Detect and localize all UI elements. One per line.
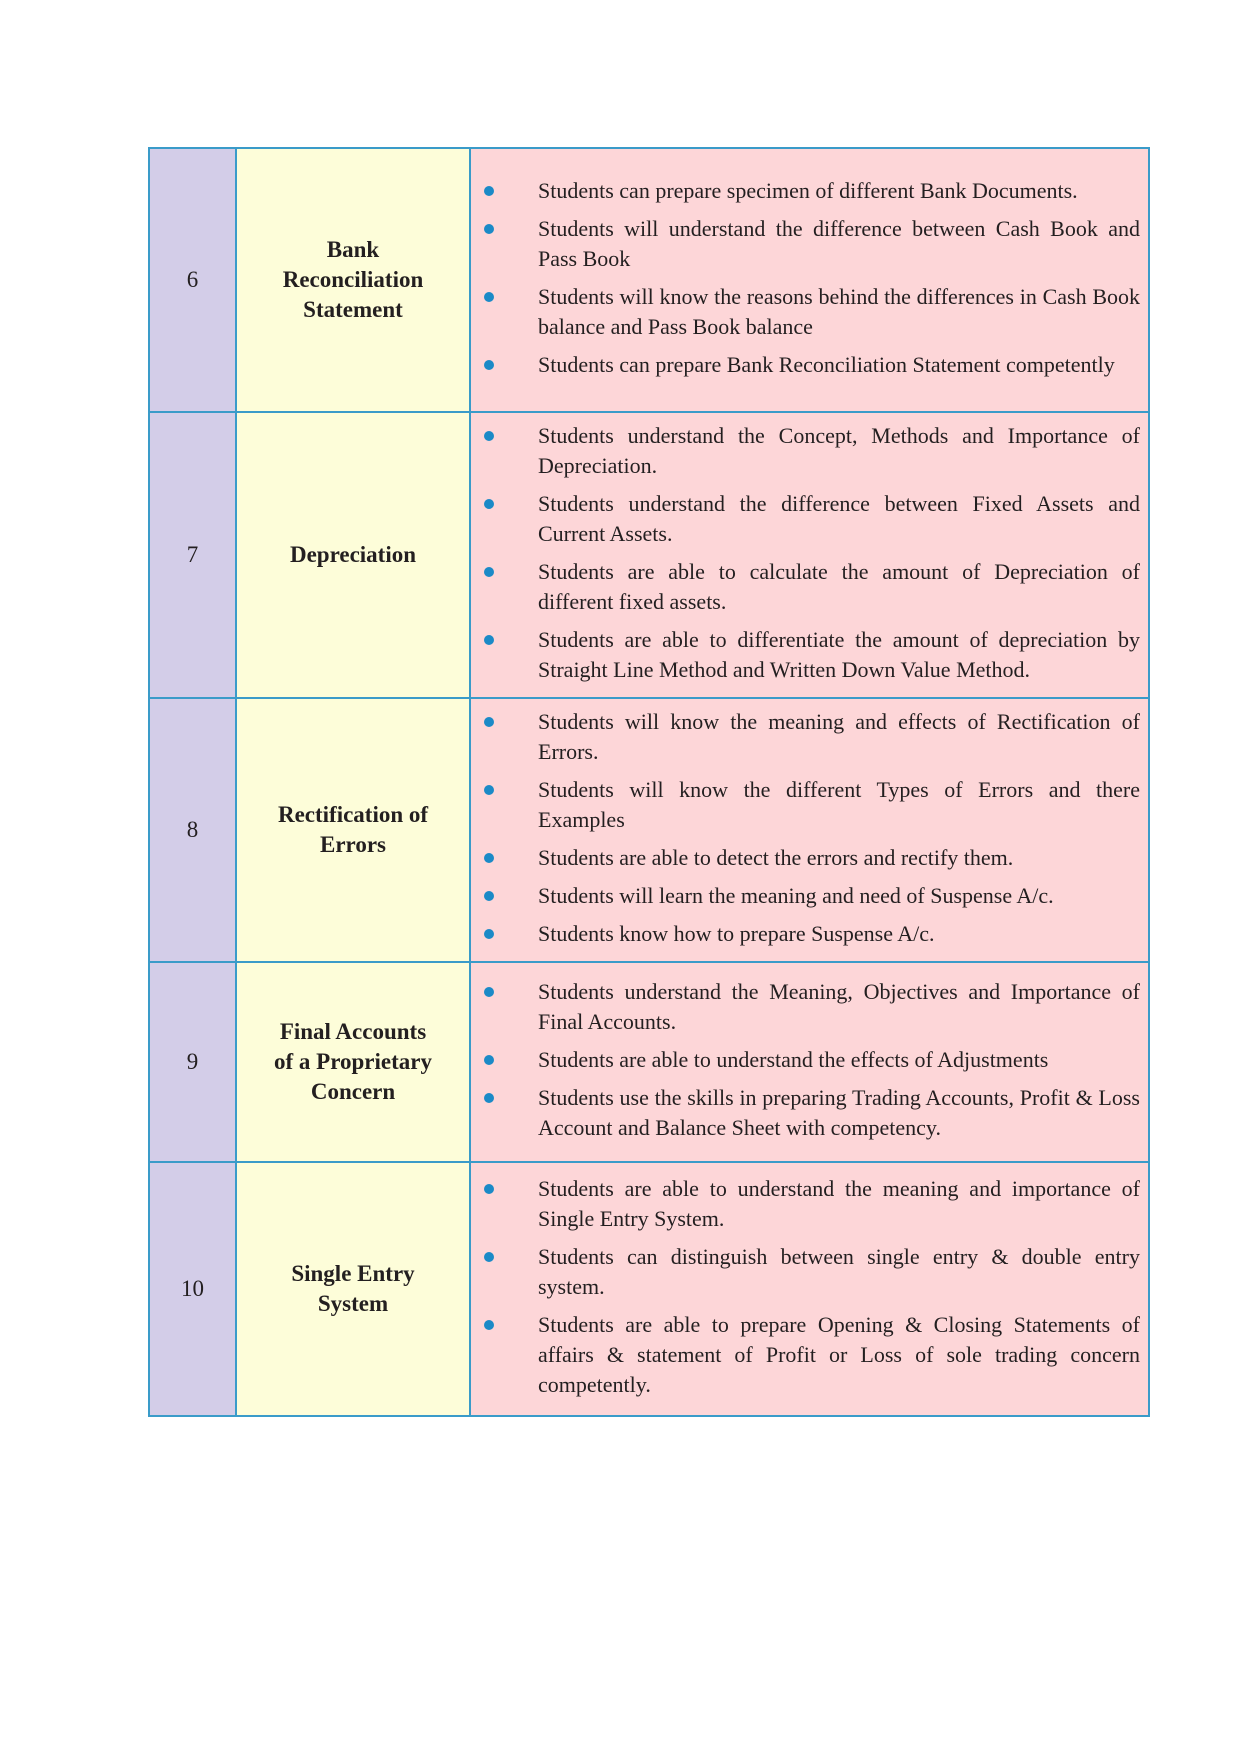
chapter-number: 9: [149, 962, 236, 1162]
outcome-text: Students use the skills in preparing Trading Accounts, Profit & Loss Account and Balance Sheet with competency.: [538, 1085, 1140, 1140]
outcome-text: Students will know the meaning and effects of Rectification of Errors.: [538, 709, 1140, 764]
topic-line: Final Accounts: [279, 1019, 427, 1044]
bullet-icon: [484, 785, 494, 795]
topic-line: System: [317, 1291, 389, 1316]
outcome-item: [471, 977, 1140, 1037]
outcome-text: Students will learn the meaning and need of Suspense A/c.: [538, 883, 1054, 908]
outcome-text: Students can prepare Bank Reconciliation Statement competently: [538, 352, 1115, 377]
bullet-icon: [484, 635, 494, 645]
bullet-icon: [484, 1320, 494, 1330]
bullet-icon: [484, 1055, 494, 1065]
bullet-icon: [484, 431, 494, 441]
topic-line: Depreciation: [289, 542, 417, 567]
table-row: [149, 412, 1149, 698]
outcome-item: [471, 421, 1140, 481]
outcomes-cell: [470, 1162, 1149, 1416]
outcomes-list: [471, 176, 1140, 380]
outcome-item: [471, 214, 1140, 274]
outcome-item: [471, 1045, 1140, 1075]
bullet-icon: [484, 1093, 494, 1103]
outcome-item: [471, 489, 1140, 549]
bullet-icon: [484, 987, 494, 997]
outcome-item: [471, 881, 1140, 911]
outcome-item: [471, 282, 1140, 342]
outcomes-cell: [470, 412, 1149, 698]
topic-line: Concern: [310, 1079, 396, 1104]
outcome-item: [471, 1310, 1140, 1400]
chapter-number: 7: [149, 412, 236, 698]
outcome-item: [471, 1083, 1140, 1143]
outcome-text: Students are able to differentiate the amount of depreciation by Straight Line Method and Written Down Value Method.: [538, 627, 1140, 682]
outcome-text: Students are able to understand the effects of Adjustments: [538, 1047, 1049, 1072]
table-row: [149, 962, 1149, 1162]
topic-line: Statement: [303, 297, 403, 322]
learning-outcomes-table: [148, 147, 1150, 1417]
bullet-icon: [484, 929, 494, 939]
bullet-icon: [484, 186, 494, 196]
outcome-text: Students will understand the difference between Cash Book and Pass Book: [538, 216, 1140, 271]
chapter-topic: [236, 148, 470, 412]
outcome-text: Students understand the difference between Fixed Assets and Current Assets.: [538, 491, 1140, 546]
table-row: [149, 698, 1149, 962]
outcomes-list: [471, 977, 1140, 1143]
bullet-icon: [484, 224, 494, 234]
outcome-text: Students can prepare specimen of different Bank Documents.: [538, 178, 1078, 203]
chapter-topic: [236, 412, 470, 698]
topic-line: Single Entry: [291, 1261, 415, 1286]
outcome-text: Students will know the different Types of Errors and there Examples: [538, 777, 1140, 832]
outcome-item: [471, 625, 1140, 685]
topic-line: of a Proprietary: [274, 1049, 432, 1074]
outcomes-list: [471, 421, 1140, 685]
outcome-text: Students know how to prepare Suspense A/c.: [538, 921, 935, 946]
topic-line: Reconciliation: [282, 267, 424, 292]
outcomes-cell: [470, 962, 1149, 1162]
table-row: [149, 1162, 1149, 1416]
outcome-item: [471, 1174, 1140, 1234]
chapter-number: 8: [149, 698, 236, 962]
outcomes-cell: [470, 148, 1149, 412]
outcome-item: [471, 919, 1140, 949]
topic-line: Bank: [326, 237, 380, 262]
outcome-item: [471, 557, 1140, 617]
outcome-item: [471, 350, 1140, 380]
outcome-item: [471, 176, 1140, 206]
outcome-item: [471, 843, 1140, 873]
table-row: [149, 148, 1149, 412]
outcome-item: [471, 707, 1140, 767]
outcome-text: Students understand the Concept, Methods and Importance of Depreciation.: [538, 423, 1140, 478]
outcome-text: Students are able to prepare Opening & Closing Statements of affairs & statement of Profit or Loss of sole trading concern competently.: [538, 1312, 1140, 1397]
bullet-icon: [484, 853, 494, 863]
outcomes-list: [471, 707, 1140, 949]
topic-line: Rectification of: [277, 802, 429, 827]
chapter-topic: [236, 1162, 470, 1416]
bullet-icon: [484, 360, 494, 370]
outcome-text: Students are able to understand the meaning and importance of Single Entry System.: [538, 1176, 1140, 1231]
chapter-number: 10: [149, 1162, 236, 1416]
bullet-icon: [484, 499, 494, 509]
bullet-icon: [484, 891, 494, 901]
chapter-topic: [236, 698, 470, 962]
bullet-icon: [484, 567, 494, 577]
bullet-icon: [484, 292, 494, 302]
outcome-text: Students are able to calculate the amount of Depreciation of different fixed assets.: [538, 559, 1140, 614]
outcome-text: Students are able to detect the errors and rectify them.: [538, 845, 1014, 870]
bullet-icon: [484, 1252, 494, 1262]
topic-line: Errors: [319, 832, 386, 857]
outcome-item: [471, 1242, 1140, 1302]
outcomes-cell: [470, 698, 1149, 962]
chapter-number: 6: [149, 148, 236, 412]
chapter-topic: [236, 962, 470, 1162]
outcome-item: [471, 775, 1140, 835]
bullet-icon: [484, 1184, 494, 1194]
bullet-icon: [484, 717, 494, 727]
outcome-text: Students can distinguish between single entry & double entry system.: [538, 1244, 1140, 1299]
outcome-text: Students will know the reasons behind the differences in Cash Book balance and Pass Book balance: [538, 284, 1140, 339]
outcome-text: Students understand the Meaning, Objectives and Importance of Final Accounts.: [538, 979, 1140, 1034]
outcomes-list: [471, 1174, 1140, 1400]
